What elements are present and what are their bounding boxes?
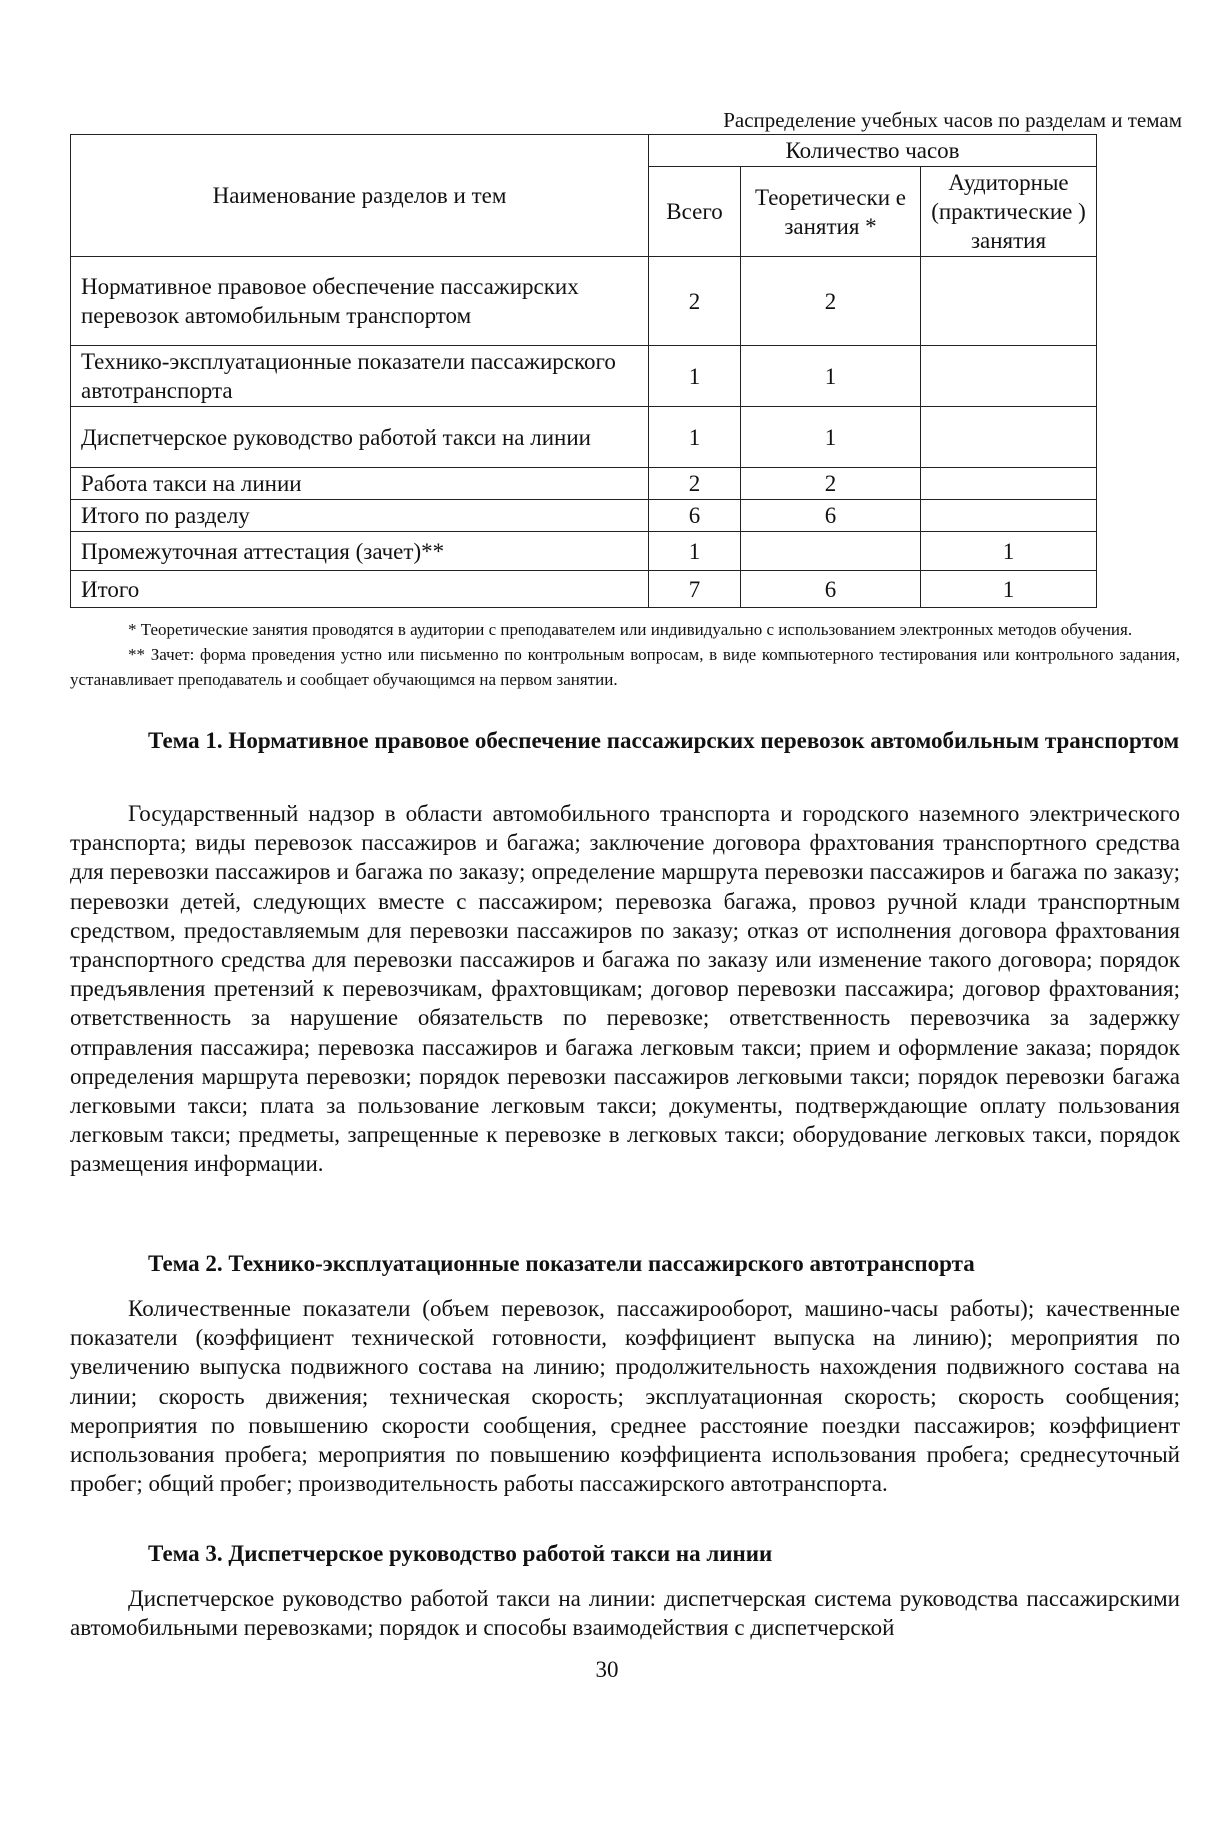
row-practice: 1	[921, 571, 1097, 608]
header-total: Всего	[649, 167, 741, 257]
row-practice	[921, 407, 1097, 468]
topic-2-text: Количественные показатели (объем перевозок, пассажирооборот, машино-часы работы); качественные показатели (коэффициент технической готовности, коэффициент выпуска на линию); мероприятия по увеличению выпуска подвижного состава на линию; продолжительность нахождения подвижного состава на линии; скорость движения; техническая скорость; эксплуатационная скорость; скорость сообщения; мероприятия по повышению скорости сообщения, среднее расстояние поездки пассажиров; коэффициент использования пробега; мероприятия по повышению коэффициента использования пробега; среднесуточный пробег; общий пробег; производительность работы пассажирского автотранспорта.	[70, 1296, 1180, 1497]
row-total: 7	[649, 571, 741, 608]
row-name: Диспетчерское руководство работой такси на линии	[71, 407, 649, 468]
row-theory: 1	[741, 346, 921, 407]
row-practice	[921, 257, 1097, 346]
table-caption: Распределение учебных часов по разделам и темам	[723, 108, 1182, 132]
topic-1-text: Государственный надзор в области автомобильного транспорта и городского наземного электрического транспорта; виды перевозок пассажиров и багажа; заключение договора фрахтования транспортного средства для перевозки пассажиров и багажа по заказу; определение маршрута перевозки пассажиров и багажа по заказу; перевозки детей, следующих вместе с пассажиром; перевозка багажа, провоз ручной клади транспортным средством, предоставляемым для перевозки пассажиров по заказу; отказ от исполнения договора фрахтования транспортного средства для перевозки пассажиров и багажа по заказу или изменение такого договора; порядок предъявления претензий к перевозчикам, фрахтовщикам; договор перевозки пассажира; договор фрахтования; ответственность за нарушение обязательств по перевозке; ответственность перевозчика за задержку отправления пассажира; перевозка пассажиров и багажа легковым такси; прием и оформление заказа; порядок определения маршрута перевозки; порядок перевозки пассажиров легковыми такси; порядок перевозки багажа легковыми такси; плата за пользование легковым такси; документы, подтверждающие оплату пользования легковым такси; предметы, запрещенные к перевозке в легковых такси; оборудование легковых такси, порядок размещения информации.	[70, 801, 1180, 1177]
row-total: 1	[649, 346, 741, 407]
row-name: Технико-эксплуатационные показатели пассажирского автотранспорта	[71, 346, 649, 407]
row-practice	[921, 346, 1097, 407]
topic-1-title: Тема 1. Нормативное правовое обеспечение пассажирских перевозок автомобильным транспортом	[148, 728, 1180, 753]
hours-table	[70, 134, 1097, 608]
row-theory: 1	[741, 407, 921, 468]
row-name: Работа такси на линии	[71, 468, 649, 500]
table-row	[71, 407, 1097, 468]
row-practice: 1	[921, 532, 1097, 571]
table-row	[71, 468, 1097, 500]
table-row	[71, 571, 1097, 608]
topic-2-title: Тема 2. Технико-эксплуатационные показатели пассажирского автотранспорта	[148, 1251, 975, 1276]
row-theory: 6	[741, 500, 921, 532]
header-hours-group: Количество часов	[649, 135, 1097, 167]
page-number: 30	[595, 1657, 619, 1682]
row-name: Итого по разделу	[71, 500, 649, 532]
row-theory: 6	[741, 571, 921, 608]
header-name-col: Наименование разделов и тем	[71, 135, 649, 257]
row-name: Нормативное правовое обеспечение пассажирских перевозок автомобильным транспортом	[71, 257, 649, 346]
row-total: 1	[649, 532, 741, 571]
row-total: 1	[649, 407, 741, 468]
row-name: Итого	[71, 571, 649, 608]
topic-3-title: Тема 3. Диспетчерское руководство работой такси на линии	[148, 1541, 773, 1566]
row-practice	[921, 468, 1097, 500]
row-total: 2	[649, 257, 741, 346]
row-theory: 2	[741, 257, 921, 346]
row-theory	[741, 532, 921, 571]
table-row	[71, 500, 1097, 532]
footnote-theory: * Теоретические занятия проводятся в аудитории с преподавателем или индивидуально с использованием электронных методов обучения.	[128, 620, 1133, 639]
table-row	[71, 532, 1097, 571]
row-total: 2	[649, 468, 741, 500]
table-footnotes	[70, 617, 1180, 692]
row-name: Промежуточная аттестация (зачет)**	[71, 532, 649, 571]
table-header-row	[71, 135, 1097, 167]
header-practice: Аудиторные (практические ) занятия	[921, 167, 1097, 257]
row-practice	[921, 500, 1097, 532]
table-row	[71, 257, 1097, 346]
footnote-credit: ** Зачет: форма проведения устно или письменно по контрольным вопросам, в виде компьютерного тестирования или контрольного задания, устанавливает преподаватель и сообщает обучающимся на первом занятии.	[70, 645, 1180, 689]
topic-3-text: Диспетчерское руководство работой такси на линии: диспетчерская система руководства пассажирскими автомобильными перевозками; порядок и способы взаимодействия с диспетчерской	[70, 1586, 1180, 1641]
row-theory: 2	[741, 468, 921, 500]
table-row	[71, 346, 1097, 407]
row-total: 6	[649, 500, 741, 532]
header-theory: Теоретически е занятия *	[741, 167, 921, 257]
